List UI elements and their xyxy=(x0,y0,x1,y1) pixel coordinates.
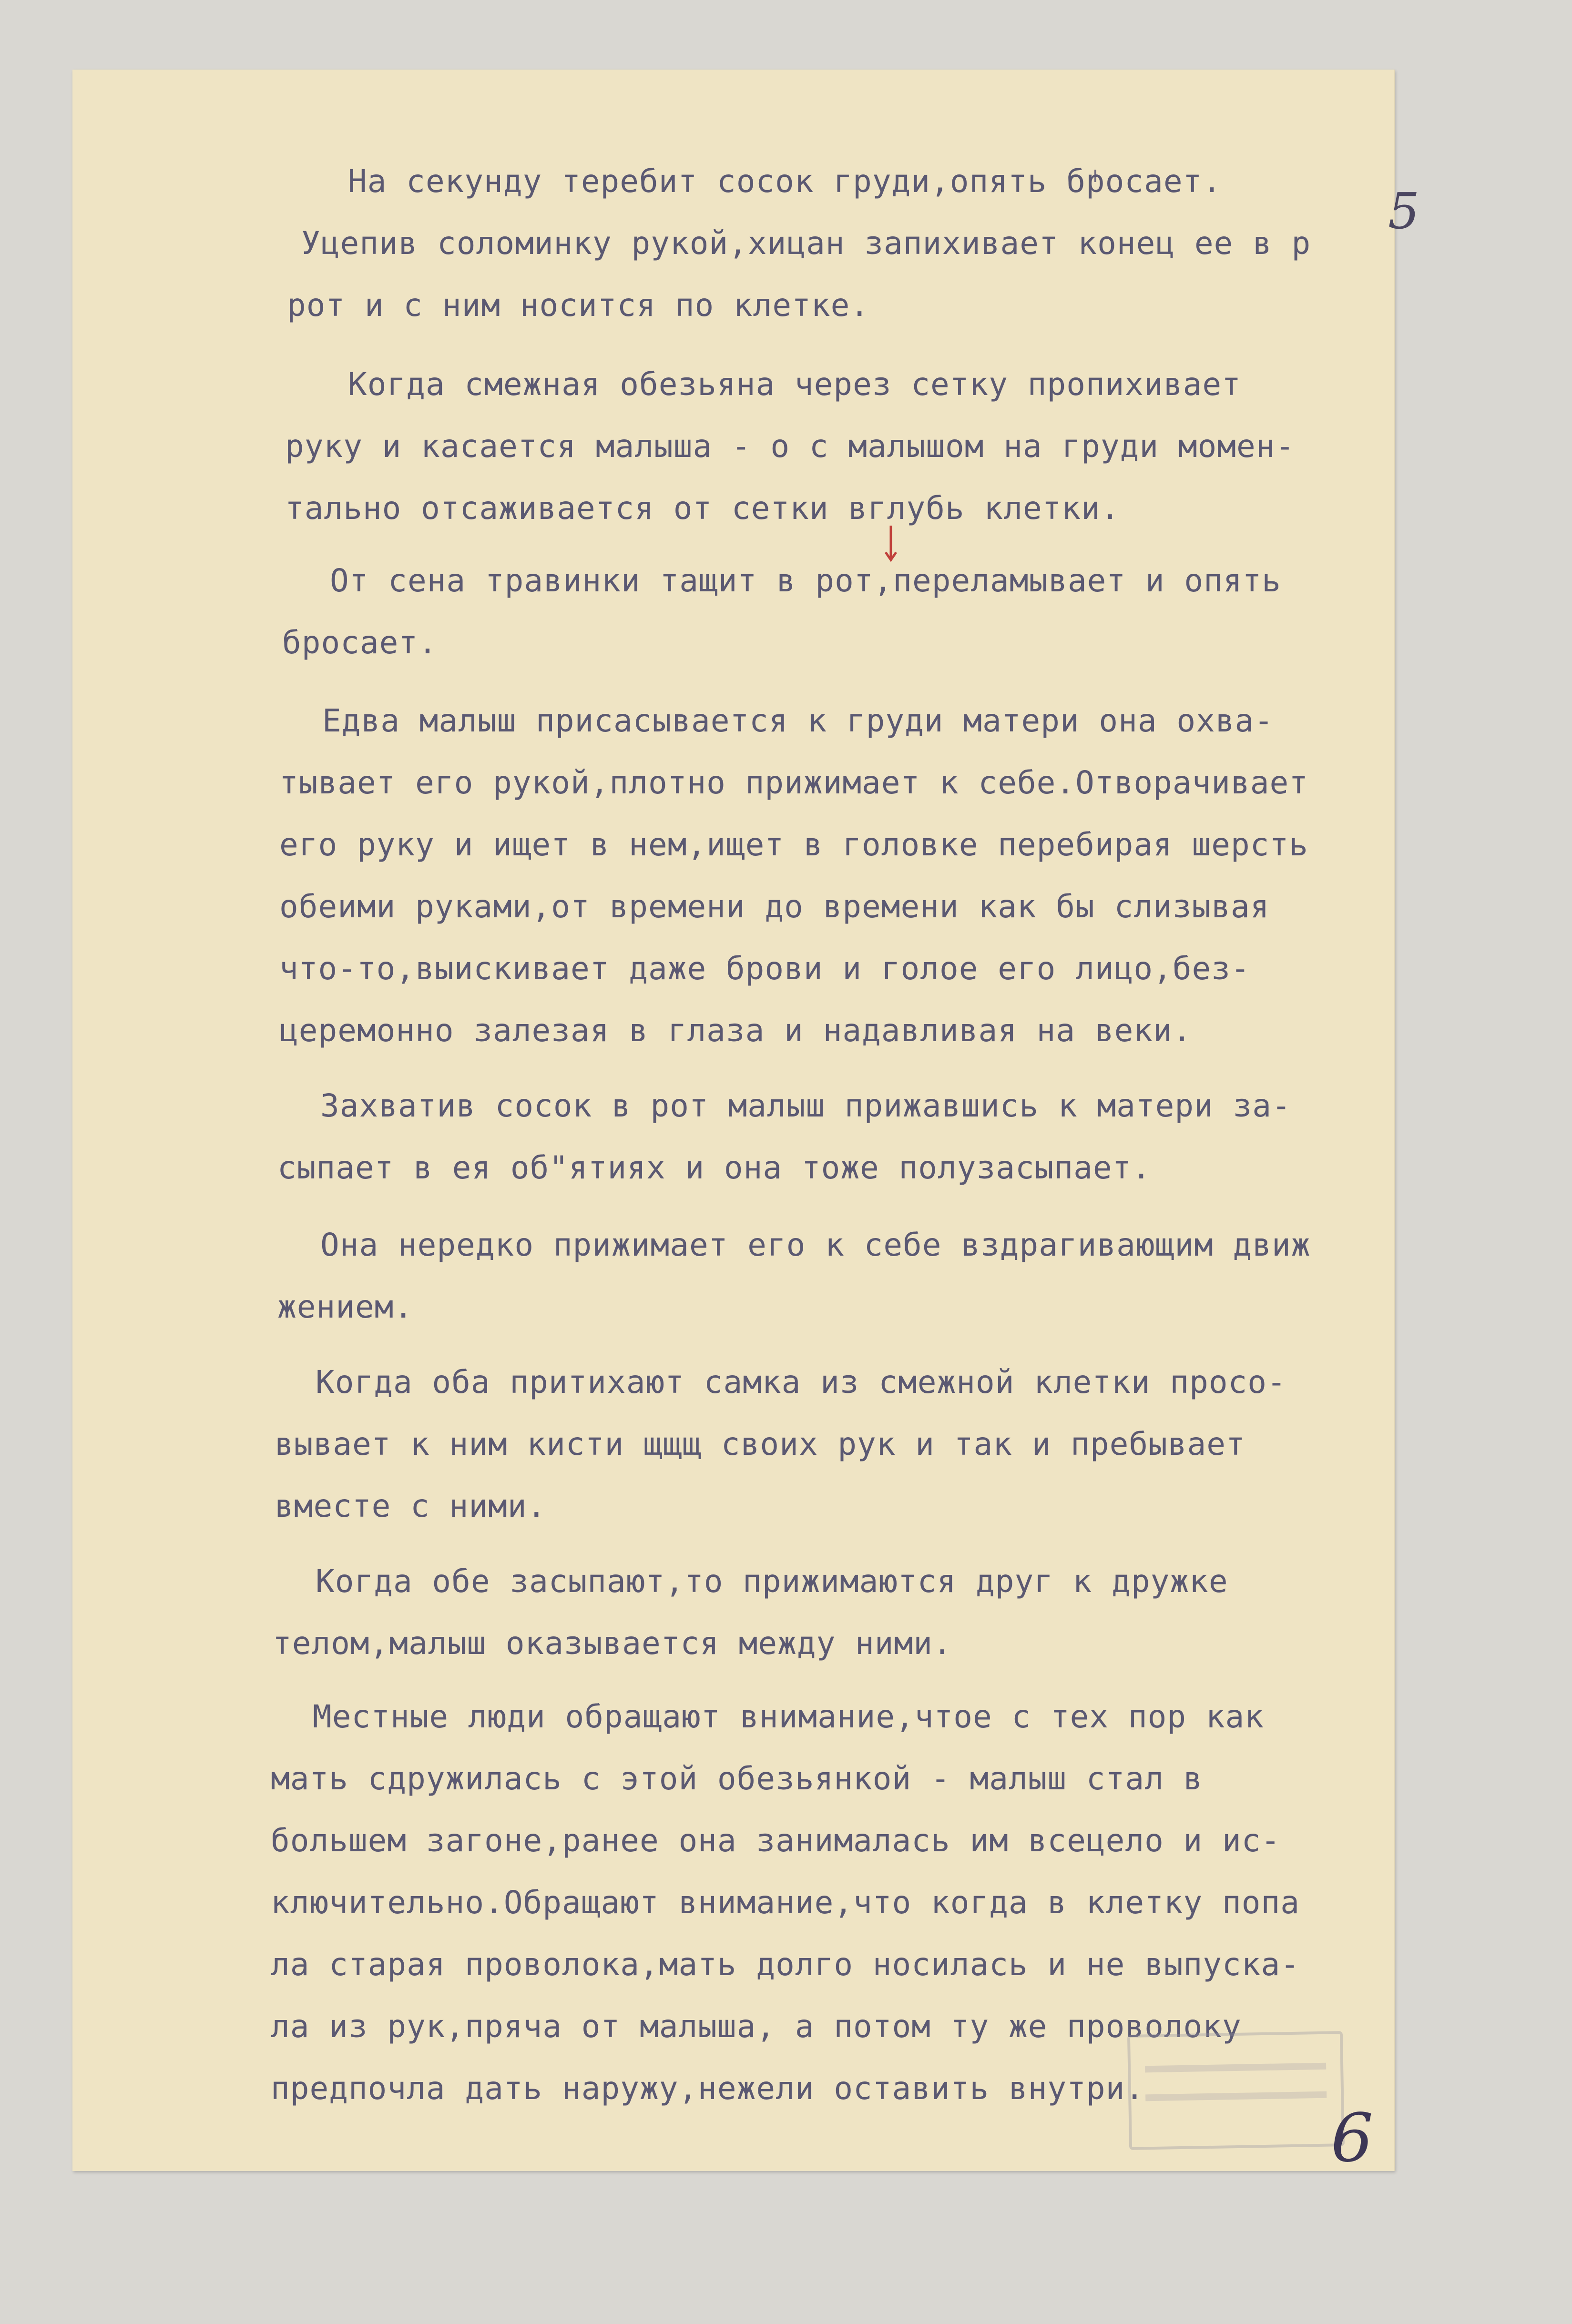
typed-line-14: церемонно залезая в глаза и надавливая на веки. xyxy=(279,1012,1192,1049)
typed-line-1: На секунду теребит сосок груди,опять бросает. xyxy=(348,163,1222,200)
typed-line-17: Она нередко прижимает его к себе вздрагивающим движ xyxy=(320,1227,1311,1263)
typed-line-19: Когда оба притихают самка из смежной клетки просо- xyxy=(316,1364,1286,1400)
handwritten-mark: 6 xyxy=(1331,2100,1374,2177)
typed-line-30: предпочла дать наружу,нежели оставить внутри. xyxy=(271,2070,1145,2107)
red-correction-mark xyxy=(884,525,898,563)
typed-line-21: вместе с ними. xyxy=(275,1488,547,1524)
typed-line-28: ла старая проволока,мать долго носилась и не выпуска- xyxy=(271,1946,1300,1983)
document-page xyxy=(72,70,1420,2177)
typed-line-20: вывает к ним кисти щщщ своих рук и так и пребывает xyxy=(275,1426,1245,1462)
typed-line-23: телом,малыш оказывается между ними. xyxy=(273,1625,952,1662)
typed-line-4: Когда смежная обезьяна через сетку пропихивает xyxy=(348,366,1241,403)
typed-line-8: бросает. xyxy=(282,624,438,661)
typed-line-27: ключительно.Обращают внимание,что когда в клетку попа xyxy=(271,1884,1300,1921)
typed-line-9: Едва малыш присасывается к груди матери она охва- xyxy=(322,702,1274,739)
archive-stamp xyxy=(1127,2031,1345,2150)
typed-line-3: рот и с ним носится по клетке. xyxy=(287,287,870,324)
typed-line-26: большем загоне,ранее она занималась им всецело и ис- xyxy=(271,1822,1281,1859)
typed-line-24: Местные люди обращают внимание,чтое с тех пор как xyxy=(313,1698,1265,1735)
typed-line-6: тально отсаживается от сетки вглубь клетки. xyxy=(285,490,1120,527)
typed-line-13: что-то,выискивает даже брови и голое его лицо,без- xyxy=(279,950,1250,987)
typed-line-7: От сена травинки тащит в рот,переламывает и опять xyxy=(330,562,1282,599)
typed-line-10: тывает его рукой,плотно прижимает к себе.Отворачивает xyxy=(279,764,1308,801)
typed-line-11: его руку и ищет в нем,ищет в головке перебирая шерсть xyxy=(279,826,1308,863)
page-number: 5 xyxy=(1388,182,1420,240)
typed-line-2: Уцепив соломинку рукой,хицан запихивает конец ее в р xyxy=(301,225,1311,262)
typed-line-25: мать сдружилась с этой обезьянкой - малыш стал в xyxy=(271,1760,1203,1797)
typed-line-18: жением. xyxy=(277,1289,414,1325)
typed-line-16: сыпает в ея об"ятиях и она тоже полузасыпает. xyxy=(277,1149,1152,1186)
typed-line-12: обеими руками,от времени до времени как бы слизывая xyxy=(279,888,1270,925)
typed-line-22: Когда обе засыпают,то прижимаются друг к дружке xyxy=(316,1563,1228,1600)
typed-line-29: ла из рук,пряча от малыша, а потом ту же проволоку xyxy=(271,2008,1242,2045)
typed-line-15: Захватив сосок в рот малыш прижавшись к матери за- xyxy=(320,1087,1291,1124)
typed-line-5: руку и касается малыша - о с малышом на груди момен- xyxy=(285,428,1295,465)
